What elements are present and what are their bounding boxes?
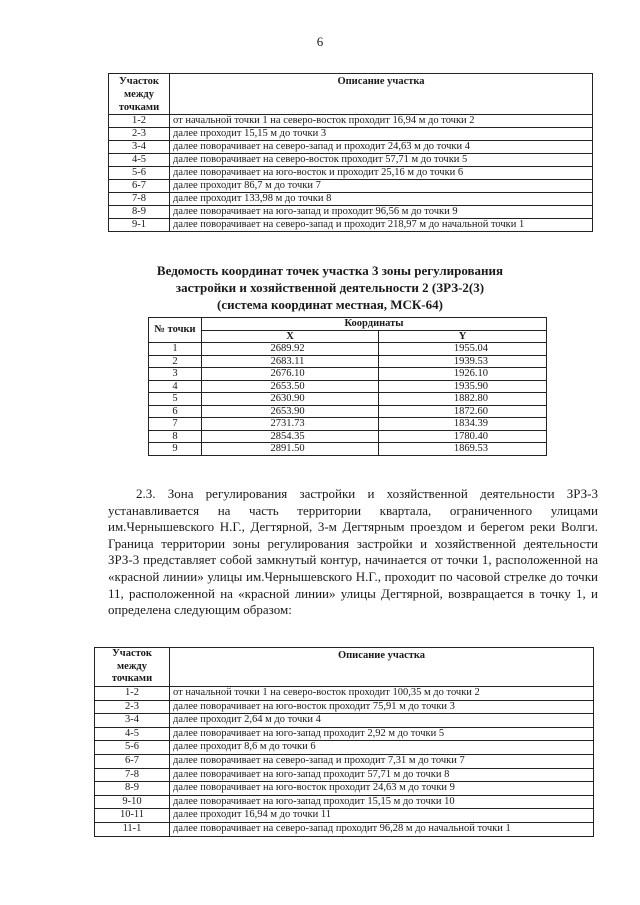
y-coordinate-cell: 1935.90 xyxy=(379,380,547,393)
description-cell: от начальной точки 1 на северо-восток проходит 100,35 м до точки 2 xyxy=(170,687,594,701)
point-number-cell: 3 xyxy=(149,368,202,381)
table-row xyxy=(95,741,594,755)
x-coordinate-cell: 2630.90 xyxy=(202,393,379,406)
table-row xyxy=(149,418,547,431)
description-cell: далее проходит 133,98 м до точки 8 xyxy=(170,193,593,206)
segment-cell: 1-2 xyxy=(95,687,170,701)
segment-cell: 3-4 xyxy=(109,141,170,154)
segments-table-zone3 xyxy=(94,647,594,837)
point-number-cell: 4 xyxy=(149,380,202,393)
table-row xyxy=(109,167,593,180)
description-cell: далее поворачивает на северо-восток проходит 57,71 м до точки 5 xyxy=(170,154,593,167)
segment-cell: 10-11 xyxy=(95,809,170,823)
x-coordinate-cell: 2854.35 xyxy=(202,430,379,443)
header-coordinates: Координаты xyxy=(202,318,547,331)
zone3-description-paragraph: 2.3. Зона регулирования застройки и хозяйственной деятельности ЗРЗ-3 устанавливается на часть территории квартала, ограниченного улицами им.Чернышевского Н.Г., Дегтярной, 3-м Дегтярным проездом и берегом реки Волги. Граница территории зоны регулирования застройки и хозяйственной деятельности ЗРЗ-3 представляет собой замкнутый контур, начинается от точки 1, расположенной на «красной линии» улицы им.Чернышевского Н.Г., проходит по часовой стрелке до точки 11, расположенной на «красной линии» улицы Дегтярной, возвращается в точку 1, и определена следующим образом: xyxy=(108,486,598,618)
y-coordinate-cell: 1939.53 xyxy=(379,355,547,368)
description-cell: далее поворачивает на юго-запад и проходит 96,56 м до точки 9 xyxy=(170,206,593,219)
table-row xyxy=(95,782,594,796)
header-description: Описание участка xyxy=(170,648,594,687)
point-number-cell: 1 xyxy=(149,343,202,356)
segment-cell: 6-7 xyxy=(95,754,170,768)
table-row xyxy=(109,193,593,206)
table-row xyxy=(95,714,594,728)
description-cell: далее поворачивает на юго-запад проходит 2,92 м до точки 5 xyxy=(170,727,594,741)
segment-cell: 7-8 xyxy=(109,193,170,206)
table-row xyxy=(109,141,593,154)
description-cell: далее поворачивает на юго-восток и проходит 25,16 м до точки 6 xyxy=(170,167,593,180)
y-coordinate-cell: 1834.39 xyxy=(379,418,547,431)
table-row xyxy=(149,343,547,356)
y-coordinate-cell: 1780.40 xyxy=(379,430,547,443)
table-row xyxy=(95,809,594,823)
x-coordinate-cell: 2689.92 xyxy=(202,343,379,356)
header-y: Y xyxy=(379,330,547,343)
table-row xyxy=(95,768,594,782)
table-row xyxy=(95,687,594,701)
table-row xyxy=(109,180,593,193)
table-row xyxy=(95,754,594,768)
description-cell: далее проходит 8,6 м до точки 6 xyxy=(170,741,594,755)
segment-cell: 11-1 xyxy=(95,822,170,836)
y-coordinate-cell: 1955.04 xyxy=(379,343,547,356)
segment-cell: 8-9 xyxy=(95,782,170,796)
segment-cell: 4-5 xyxy=(109,154,170,167)
segment-cell: 5-6 xyxy=(95,741,170,755)
y-coordinate-cell: 1926.10 xyxy=(379,368,547,381)
heading-line-2: застройки и хозяйственной деятельности 2 (ЗРЗ-2(3) xyxy=(175,280,485,295)
table-row xyxy=(109,219,593,232)
segment-cell: 1-2 xyxy=(109,115,170,128)
segment-cell: 5-6 xyxy=(109,167,170,180)
description-cell: далее проходит 15,15 м до точки 3 xyxy=(170,128,593,141)
x-coordinate-cell: 2653.50 xyxy=(202,380,379,393)
table-row xyxy=(149,368,547,381)
heading-line-3: (система координат местная, МСК-64) xyxy=(217,297,443,312)
x-coordinate-cell: 2676.10 xyxy=(202,368,379,381)
header-segment: Участок между точками xyxy=(109,74,170,115)
point-number-cell: 9 xyxy=(149,443,202,456)
segments-table-zone2 xyxy=(108,73,593,232)
table-row xyxy=(149,405,547,418)
table-row xyxy=(95,727,594,741)
y-coordinate-cell: 1882.80 xyxy=(379,393,547,406)
segment-cell: 9-1 xyxy=(109,219,170,232)
header-x: X xyxy=(202,330,379,343)
table-row xyxy=(109,115,593,128)
table-row xyxy=(95,795,594,809)
description-cell: далее поворачивает на северо-запад и проходит 7,31 м до точки 7 xyxy=(170,754,594,768)
y-coordinate-cell: 1869.53 xyxy=(379,443,547,456)
table-row xyxy=(109,206,593,219)
segment-cell: 2-3 xyxy=(109,128,170,141)
table-row xyxy=(95,822,594,836)
description-cell: далее поворачивает на северо-запад и проходит 24,63 м до точки 4 xyxy=(170,141,593,154)
y-coordinate-cell: 1872.60 xyxy=(379,405,547,418)
point-number-cell: 8 xyxy=(149,430,202,443)
description-cell: далее поворачивает на юго-запад проходит 57,71 м до точки 8 xyxy=(170,768,594,782)
segment-cell: 9-10 xyxy=(95,795,170,809)
point-number-cell: 5 xyxy=(149,393,202,406)
table-row xyxy=(149,355,547,368)
point-number-cell: 7 xyxy=(149,418,202,431)
table-row xyxy=(109,154,593,167)
table-row xyxy=(95,700,594,714)
coordinates-heading xyxy=(100,262,560,313)
point-number-cell: 2 xyxy=(149,355,202,368)
description-cell: далее поворачивает на северо-запад проходит 96,28 м до начальной точки 1 xyxy=(170,822,594,836)
table-row xyxy=(149,393,547,406)
description-cell: далее поворачивает на юго-восток проходит 75,91 м до точки 3 xyxy=(170,700,594,714)
segment-cell: 7-8 xyxy=(95,768,170,782)
point-number-cell: 6 xyxy=(149,405,202,418)
segment-cell: 3-4 xyxy=(95,714,170,728)
header-segment: Участок между точками xyxy=(95,648,170,687)
page-number: 6 xyxy=(316,34,324,49)
x-coordinate-cell: 2683.11 xyxy=(202,355,379,368)
description-cell: от начальной точки 1 на северо-восток проходит 16,94 м до точки 2 xyxy=(170,115,593,128)
description-cell: далее проходит 2,64 м до точки 4 xyxy=(170,714,594,728)
header-point-number: № точки xyxy=(149,318,202,343)
segment-cell: 6-7 xyxy=(109,180,170,193)
table-row xyxy=(149,380,547,393)
table-row xyxy=(109,128,593,141)
header-description: Описание участка xyxy=(170,74,593,115)
x-coordinate-cell: 2891.50 xyxy=(202,443,379,456)
segment-cell: 2-3 xyxy=(95,700,170,714)
heading-line-1: Ведомость координат точек участка 3 зоны регулирования xyxy=(156,263,504,278)
description-cell: далее поворачивает на юго-запад проходит 15,15 м до точки 10 xyxy=(170,795,594,809)
segment-cell: 8-9 xyxy=(109,206,170,219)
segment-cell: 4-5 xyxy=(95,727,170,741)
table-row xyxy=(149,443,547,456)
table-row xyxy=(149,430,547,443)
coordinates-table xyxy=(148,317,547,456)
description-cell: далее проходит 86,7 м до точки 7 xyxy=(170,180,593,193)
x-coordinate-cell: 2731.73 xyxy=(202,418,379,431)
x-coordinate-cell: 2653.90 xyxy=(202,405,379,418)
description-cell: далее поворачивает на юго-восток проходит 24,63 м до точки 9 xyxy=(170,782,594,796)
description-cell: далее проходит 16,94 м до точки 11 xyxy=(170,809,594,823)
description-cell: далее поворачивает на северо-запад и проходит 218,97 м до начальной точки 1 xyxy=(170,219,593,232)
